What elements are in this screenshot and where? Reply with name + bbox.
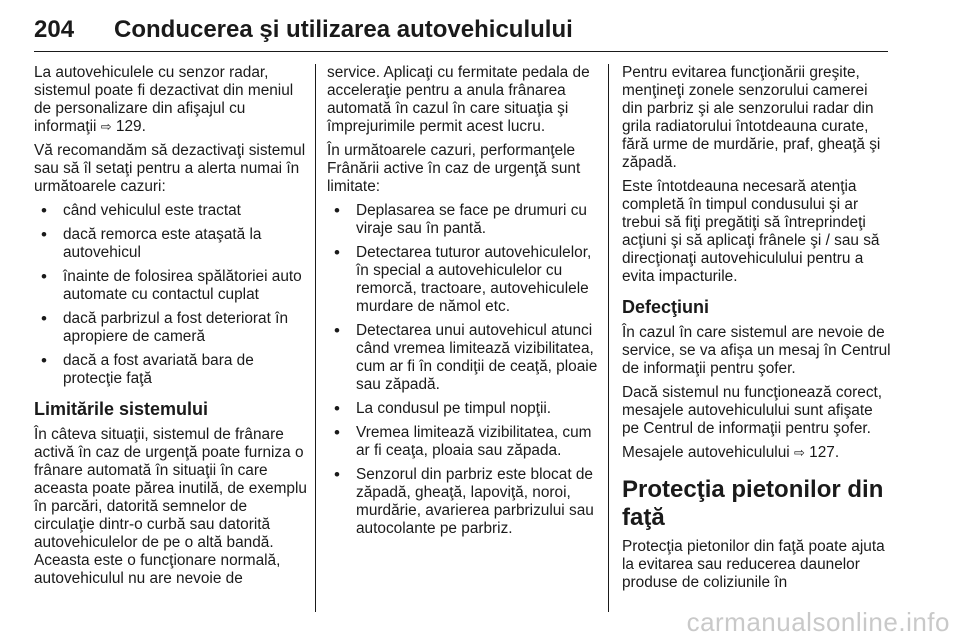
list-item: • Deplasarea se face pe drumuri cu viraje sau în pantă. [327,202,601,238]
paragraph-service-message: În cazul în care sistemul are nevoie de service, se va afişa un mesaj în Centrul de informaţii pentru şofer. [622,324,891,377]
list-item: • Detectarea unui autovehicul atunci când vremea limitează vizibilitatea, cum ar fi în condiţii de ceaţă, ploaie sau zăpadă. [327,322,601,394]
bullet-list-limited-performance [327,202,601,538]
paragraph-limits: În câteva situaţii, sistemul de frânare activă în caz de urgenţă poate furniza o frânare automată în situaţii în care aceasta poate părea inutilă, de exemplu în parcări, datorită semnelor de circulaţie dintr-o curbă sau datorită autovehiculelor de pe o altă bandă. Aceasta este o funcţionare normală, autovehiculul nu are nevoie de [34,426,307,587]
paragraph-recommendation: Vă recomandăm să dezactivaţi sistemul sau să îl setaţi pentru a alerta numai în următoarele cazuri: [34,142,306,195]
page-ref-link[interactable]: 129. [111,118,146,135]
heading-system-limits: Limitările sistemului [34,399,209,419]
paragraph-pedestrian-intro: Protecţia pietonilor din faţă poate ajuta la evitarea sau reducerea daunelor produse de coliziunile în [622,538,885,591]
column-middle [327,64,601,544]
watermark: carmanualsonline.info [686,607,950,637]
paragraph-malfunction: Dacă sistemul nu funcţionează corect, mesajele autovehiculului sunt afişate pe Centrul de informaţii pentru şofer. [622,384,883,437]
list-item: • dacă parbrizul a fost deteriorat în apropiere de cameră [34,310,308,346]
page-title: Conducerea şi utilizarea autovehiculului [114,16,573,43]
column-left [34,64,308,594]
list-item: • La condusul pe timpul nopţii. [327,400,601,418]
column-right [622,64,892,598]
list-item: • Senzorul din parbriz este blocat de zăpadă, gheaţă, lapoviţă, noroi, murdărie, avarierea parbrizului sau autocolante pe parbriz. [327,466,601,538]
paragraph-service: service. Aplicaţi cu fermitate pedala de acceleraţie pentru a anula frânarea automată în cazul în care situaţia şi împrejurimile permit acest lucru. [327,64,590,135]
list-item: • când vehiculul este tractat [34,202,308,220]
page-number: 204 [34,16,75,43]
page-ref-arrow-icon: ⇨ [100,119,112,134]
section-title-pedestrian-protection: Protecţia pietonilor din faţă [622,476,884,531]
paragraph-attention: Este întotdeauna necesară atenţia completă în timpul condusului şi ar trebui să fiţi pregătiţi să întreprindeţi acţiuni şi să aplicaţi frânele şi / sau să direcţionaţi autovehiculului pentru a evita impacturile. [622,178,880,285]
list-item: • Detectarea tuturor autovehiculelor, în special a autovehiculelor cu remorcă, tractoare, autovehiculele murdare de nămol etc. [327,244,601,316]
heading-faults: Defecţiuni [622,297,710,317]
list-item: • Vremea limitează vizibilitatea, cum ar fi ceaţa, ploaia sau zăpada. [327,424,601,460]
page-ref-arrow-icon: ⇨ [793,445,805,460]
page-ref-link[interactable]: 127. [804,444,840,461]
paragraph-limited-cases: În următoarele cazuri, performanţele Frânării active în caz de urgenţă sunt limitate: [327,142,581,195]
list-item: • înainte de folosirea spălătoriei auto automate cu contactul cuplat [34,268,308,304]
paragraph-personalization: La autovehiculele cu senzor radar, sistemul poate fi dezactivat din meniul de personalizare din afişajul cu informaţii ⇨ 129. [34,64,294,135]
column-divider-right [608,64,609,612]
paragraph-vehicle-messages: Mesajele autovehiculului ⇨ 127. [622,444,840,461]
list-item: • dacă remorca este ataşată la autovehicul [34,226,308,262]
paragraph-sensor-cleaning: Pentru evitarea funcţionării greşite, menţineţi zonele senzorului camerei din parbriz şi ale senzorului radar din grila radiatorului întotdeauna curate, fără urme de murdărie, praf, gheaţă şi zăpadă. [622,64,881,171]
page-header [34,0,888,52]
list-item: • dacă a fost avariată bara de protecţie faţă [34,352,308,388]
column-divider-left [315,64,316,612]
bullet-list-deactivate-cases [34,202,308,388]
